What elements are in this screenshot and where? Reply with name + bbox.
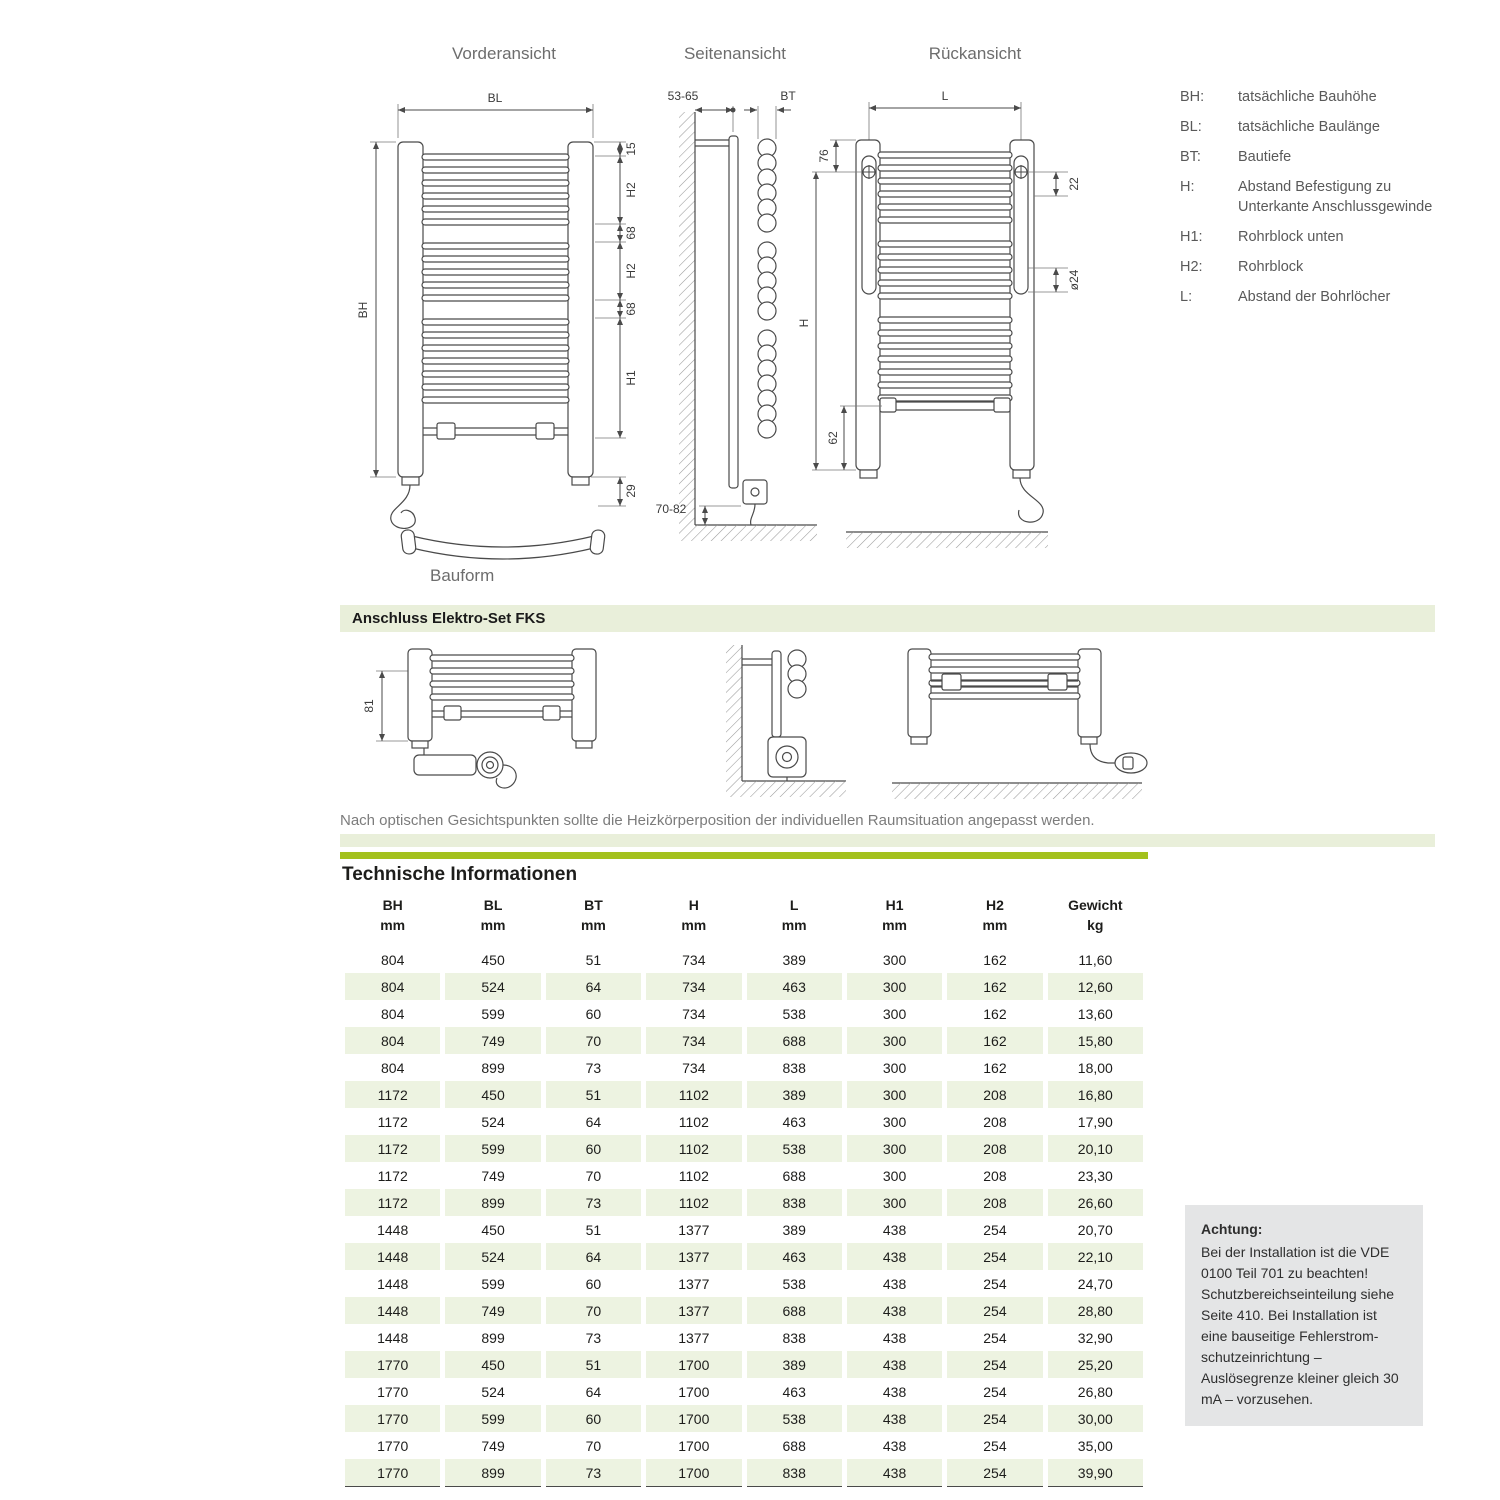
table-cell: 15,80 [1045,1027,1145,1054]
table-cell: 734 [682,1059,706,1076]
table-cell: 524 [443,1243,543,1270]
power-cable [1019,478,1044,522]
table-cell: 1377 [678,1329,710,1346]
table-cell: 450 [443,1351,543,1378]
legend-key: BH: [1180,89,1205,105]
table-cell: 1448 [343,1243,443,1270]
legend-item-bl [1180,118,1436,137]
table-cell: 1700 [644,1459,744,1487]
floor [846,532,1048,548]
col-header-bt: BT [584,897,603,913]
table-cell: 463 [744,1243,844,1270]
table-cell: 463 [782,1383,806,1400]
table-cell: 300 [844,1081,944,1108]
table-cell: 300 [882,951,907,968]
table-cell: 1448 [377,1275,409,1292]
dim-76-group [812,140,862,172]
table-cell: 734 [682,951,706,968]
table-cell: 1770 [377,1437,409,1454]
table-cell: 300 [882,1167,907,1184]
table-cell: 899 [481,1329,505,1346]
table-row [343,1135,1146,1162]
dim-29-group [591,477,638,506]
table-cell: 300 [882,1113,907,1130]
table-cell: 254 [983,1329,1007,1346]
legend-item-l [1180,288,1436,307]
dim-label-29: 29 [624,484,638,498]
table-cell: 1172 [377,1167,408,1184]
elektro-section-title: Anschluss Elektro-Set FKS [352,610,546,627]
table-cell: 438 [882,1437,907,1454]
fks-element [768,737,806,781]
table-cell: 208 [945,1189,1045,1216]
table-cell: 162 [945,973,1045,1000]
table-cell: 300 [882,1059,907,1076]
table-cell: 438 [844,1405,944,1432]
floor [742,781,846,797]
table-cell: 64 [543,973,643,1000]
table-cell: 599 [481,1275,505,1292]
table-cell: 208 [945,1135,1045,1162]
table-row [343,1162,1146,1189]
elektro-front-drawing [350,643,655,808]
dim-label-dia24: ø24 [1067,269,1081,291]
power-cable [391,485,416,528]
table-cell: 804 [343,1027,443,1054]
table-cell: 838 [744,1189,844,1216]
table-cell: 899 [481,1059,505,1076]
table-cell: 254 [945,1459,1045,1487]
table-cell: 438 [882,1275,907,1292]
col-unit: mm [580,917,606,933]
bauform-label: Bauform [430,566,495,585]
table-cell: 389 [744,1351,844,1378]
table-cell: 1102 [678,1113,709,1130]
table-cell: 25,20 [1045,1351,1145,1378]
radiator-back-body [856,140,1043,522]
table-cell: 1700 [644,1405,744,1432]
legend-text: Bautiefe [1238,149,1292,166]
table-cell: 524 [443,973,543,1000]
table-cell: 1377 [678,1275,710,1292]
table-row [343,1243,1146,1270]
table-cell: 1377 [644,1297,744,1324]
elektro-section-footer-strip [340,834,1435,847]
table-cell: 1377 [644,1243,744,1270]
table-cell: 70 [585,1437,602,1454]
table-cell: 450 [481,951,505,968]
col-unit: mm [882,917,908,933]
table-cell: 463 [744,973,844,1000]
radiator-bottom-back [908,649,1101,744]
table-cell: 300 [844,1135,944,1162]
table-cell: 1770 [343,1459,443,1487]
table-cell: 463 [782,1113,806,1130]
table-cell: 1172 [343,1189,443,1216]
table-cell: 438 [844,1297,944,1324]
table-cell: 438 [844,1351,944,1378]
dim-label-l: L [941,89,949,103]
fks-element [414,748,516,788]
dim-label-h: H [797,318,811,328]
col-header-gewicht: Gewicht [1068,897,1123,913]
table-cell: 162 [945,1027,1045,1054]
dim-label-53-65: 53-65 [667,89,699,103]
bottom-bracket [880,398,896,412]
table-cell: 1172 [343,1135,443,1162]
table-cell: 254 [983,1437,1007,1454]
table-cell: 24,70 [1077,1275,1113,1292]
warning-text: Bei der Installation ist die VDE 0100 Teil 701 zu beachten! Schutzbereichseinteilung siehe Seite 410. Bei Installation ist eine bauseitige Fehlerstromschutzeinrichtung – Auslösegrenze kleiner gleich 30 mA – vorzusehen. [1201,1244,1399,1407]
radiator-bottom-side [742,650,806,737]
table-cell: 804 [343,973,443,1000]
col-header-l: L [789,897,799,913]
table-cell: 450 [443,1081,543,1108]
table-cell: 688 [782,1167,806,1184]
dim-label-22: 22 [1067,177,1081,191]
table-cell: 64 [585,1113,602,1130]
legend-text: Rohrblock unten [1238,228,1344,245]
table-cell: 18,00 [1077,1059,1113,1076]
back-view-drawing [797,80,1092,572]
table-cell: 1770 [343,1405,443,1432]
table-cell: 438 [844,1243,944,1270]
bottom-bracket [536,423,554,439]
table-cell: 254 [983,1383,1007,1400]
dim-label-68-upper: 68 [624,226,638,240]
legend-key: L: [1180,288,1193,305]
table-cell: 20,10 [1045,1135,1145,1162]
table-cell: 538 [782,1275,806,1292]
legend-item-h [1180,178,1436,216]
legend-item-bh [1180,88,1436,107]
table-row [343,973,1146,1000]
table-cell: 64 [585,1383,602,1400]
table-cell: 162 [983,1005,1007,1022]
table-cell: 749 [481,1167,505,1184]
table-cell: 804 [381,951,405,968]
legend [1180,88,1436,318]
dim-label-bt: BT [780,89,796,103]
table-cell: 208 [983,1167,1007,1184]
legend-text: Abstand der Bohrlöcher [1238,288,1391,305]
table-cell: 70 [585,1167,602,1184]
dim-h-group [797,172,856,470]
table-row [343,1027,1146,1054]
table-cell: 1102 [644,1081,744,1108]
table-row [343,1054,1146,1081]
table-cell: 70 [543,1027,643,1054]
table-cell: 1700 [644,1351,744,1378]
table-cell: 599 [481,1005,505,1022]
legend-text: Rohrblock [1238,258,1304,275]
table-cell: 22,10 [1045,1243,1145,1270]
col-header-h1: H1 [885,897,904,913]
legend-key: BL: [1180,119,1202,136]
legend-text: Abstand Befestigung zu Unterkante Anschlussgewinde [1238,179,1433,215]
table-cell: 749 [481,1437,505,1454]
table-cell: 1102 [644,1135,744,1162]
table-cell: 734 [644,1027,744,1054]
table-cell: 35,00 [1077,1437,1113,1454]
radiator-bottom-front [408,649,596,748]
table-row [343,1405,1146,1432]
dim-label-15: 15 [624,142,638,156]
table-cell: 524 [481,1383,505,1400]
dim-chain-right [594,142,638,438]
table-cell: 524 [481,1113,505,1130]
table-cell: 1102 [644,1189,744,1216]
table-cell: 1448 [377,1329,409,1346]
elektro-section-header [340,605,1435,632]
col-unit: mm [781,917,807,933]
table-cell: 389 [782,951,806,968]
table-cell: 389 [744,1081,844,1108]
dim-label-68-lower: 68 [624,302,638,316]
table-cell: 688 [744,1297,844,1324]
table-cell: 300 [844,973,944,1000]
table-cell: 39,90 [1045,1459,1145,1487]
table-row [343,1216,1146,1243]
legend-item-h2 [1180,258,1436,277]
table-cell: 450 [481,1221,505,1238]
legend-text: tatsächliche Bauhöhe [1238,89,1377,105]
bottom-bracket [994,398,1010,412]
table-cell: 438 [882,1329,907,1346]
col-unit: mm [982,917,1008,933]
wall [679,112,695,541]
table-cell: 1377 [678,1221,710,1238]
floor [892,783,1142,799]
table-cell: 438 [882,1383,907,1400]
table-row [343,1324,1146,1351]
col-unit: mm [480,917,506,933]
dim-bh-group [356,142,396,477]
dim-label-h2-lower: H2 [624,263,638,279]
table-cell: 1448 [377,1221,409,1238]
radiator-front-body [391,142,593,528]
legend-key: BT: [1180,149,1201,166]
table-cell: 254 [945,1297,1045,1324]
table-cell: 804 [381,1059,405,1076]
table-cell: 749 [443,1027,543,1054]
tech-table-body [343,946,1146,1487]
legend-key: H: [1180,179,1195,196]
table-cell: 254 [945,1351,1045,1378]
table-cell: 254 [983,1221,1007,1238]
table-cell: 688 [782,1437,806,1454]
dim-wall-distance [668,89,736,132]
table-cell: 438 [844,1459,944,1487]
table-cell: 26,60 [1045,1189,1145,1216]
section-divider-bar [340,852,1148,859]
legend-key: H1: [1180,228,1203,245]
table-cell: 64 [543,1243,643,1270]
table-cell: 1770 [343,1351,443,1378]
legend-key: H2: [1180,258,1203,275]
table-row [343,1270,1146,1297]
col-header-bl: BL [483,897,503,913]
table-row [343,1459,1146,1487]
table-cell: 51 [585,1221,602,1238]
table-cell: 538 [744,1135,844,1162]
dim-label-76: 76 [817,149,831,163]
dim-label-81: 81 [362,699,376,713]
dim-label-70-82: 70-82 [655,502,687,516]
table-row [343,1189,1146,1216]
table-cell: 70 [543,1297,643,1324]
elektro-back-drawing [882,643,1150,808]
table-cell: 30,00 [1045,1405,1145,1432]
radiator-side-profile [695,136,776,525]
table-cell: 208 [983,1113,1007,1130]
table-row [343,1378,1146,1405]
table-cell: 389 [782,1221,806,1238]
col-unit: mm [681,917,707,933]
table-cell: 162 [983,1059,1007,1076]
table-cell: 300 [882,1005,907,1022]
table-cell: 1102 [678,1167,709,1184]
table-cell: 734 [644,973,744,1000]
dim-label-h2-upper: H2 [624,182,638,198]
table-cell: 749 [443,1297,543,1324]
table-cell: 51 [543,1081,643,1108]
table-cell: 208 [945,1081,1045,1108]
dim-label-h1: H1 [624,370,638,386]
table-row [343,1432,1146,1459]
front-view-title: Vorderansicht [452,44,556,63]
table-cell: 60 [585,1005,602,1022]
table-cell: 26,80 [1077,1383,1113,1400]
table-cell: 599 [443,1405,543,1432]
floor [695,525,817,541]
table-cell: 1700 [678,1437,710,1454]
dim-floor-distance [656,502,741,525]
dim-81-group [362,671,408,741]
table-cell: 899 [443,1189,543,1216]
side-view-title: Seitenansicht [683,44,787,63]
header-units-row [343,914,1146,946]
table-cell: 300 [844,1189,944,1216]
table-cell: 162 [983,951,1007,968]
table-cell: 838 [782,1059,806,1076]
bauform-drawing [392,524,614,574]
table-cell: 23,30 [1077,1167,1113,1184]
table-cell: 28,80 [1045,1297,1145,1324]
table-cell: 538 [782,1005,806,1022]
table-cell: 51 [543,1351,643,1378]
table-cell: 12,60 [1045,973,1145,1000]
table-cell: 73 [585,1059,602,1076]
table-cell: 254 [945,1243,1045,1270]
table-row [343,1297,1146,1324]
table-row [343,1081,1146,1108]
power-cable [751,504,755,525]
tech-table [340,894,1148,1487]
table-row [343,946,1146,973]
dim-22-group [1029,172,1081,196]
table-cell: 599 [443,1135,543,1162]
table-cell: 60 [585,1275,602,1292]
table-cell: 1700 [678,1383,710,1400]
col-header-h2: H2 [985,897,1004,913]
table-cell: 73 [585,1329,602,1346]
table-row [343,1000,1146,1027]
col-header-h: H [688,897,699,913]
table-cell: 254 [983,1275,1007,1292]
table-cell: 838 [744,1459,844,1487]
warning-title: Achtung: [1201,1221,1263,1237]
table-cell: 13,60 [1077,1005,1113,1022]
table-cell: 11,60 [1078,951,1113,968]
table-cell: 1770 [377,1383,409,1400]
legend-text: tatsächliche Baulänge [1238,119,1380,136]
table-cell: 1448 [343,1297,443,1324]
legend-item-h1 [1180,228,1436,247]
front-view-drawing [358,82,650,568]
dim-label-bh: BH [356,301,370,319]
col-unit: mm [380,917,406,933]
elektro-side-drawing [696,643,851,808]
power-cable [1090,744,1116,763]
table-cell: 17,90 [1077,1113,1113,1130]
dim-dia24-group [1028,268,1081,292]
table-cell: 838 [782,1329,806,1346]
table-cell: 254 [945,1405,1045,1432]
dim-bt [744,89,796,139]
tech-table-header [343,894,1146,946]
table-cell: 438 [882,1221,907,1238]
table-cell: 51 [585,951,602,968]
header-labels-row [343,894,1146,914]
table-title: Technische Informationen [342,864,578,885]
table-row [343,1351,1146,1378]
table-cell: 32,90 [1077,1329,1113,1346]
table-cell: 20,70 [1077,1221,1113,1238]
col-unit: kg [1087,917,1104,933]
dim-label-62: 62 [826,431,840,445]
table-cell: 300 [844,1027,944,1054]
table-cell: 73 [543,1459,643,1487]
table-cell: 73 [543,1189,643,1216]
position-note: Nach optischen Gesichtspunkten sollte die Heizkörperposition der individuellen Raumsituation angepasst werden. [340,812,1095,829]
dim-bl-group [398,91,593,138]
table-cell: 60 [543,1135,643,1162]
table-cell: 804 [381,1005,405,1022]
legend-item-bt [1180,148,1436,167]
warning-box [1185,1205,1423,1426]
table-cell: 734 [682,1005,706,1022]
table-cell: 1172 [377,1113,408,1130]
dim-label-bl: BL [487,91,503,105]
table-cell: 60 [543,1405,643,1432]
back-view-title: Rückansicht [928,44,1022,63]
table-cell: 16,80 [1045,1081,1145,1108]
col-header-bh: BH [382,897,403,913]
wall [726,645,742,797]
table-cell: 1172 [343,1081,443,1108]
table-row [343,1108,1146,1135]
table-cell: 688 [744,1027,844,1054]
table-cell: 899 [443,1459,543,1487]
fks-connector [1090,744,1147,773]
bottom-bracket [437,423,455,439]
table-cell: 538 [744,1405,844,1432]
